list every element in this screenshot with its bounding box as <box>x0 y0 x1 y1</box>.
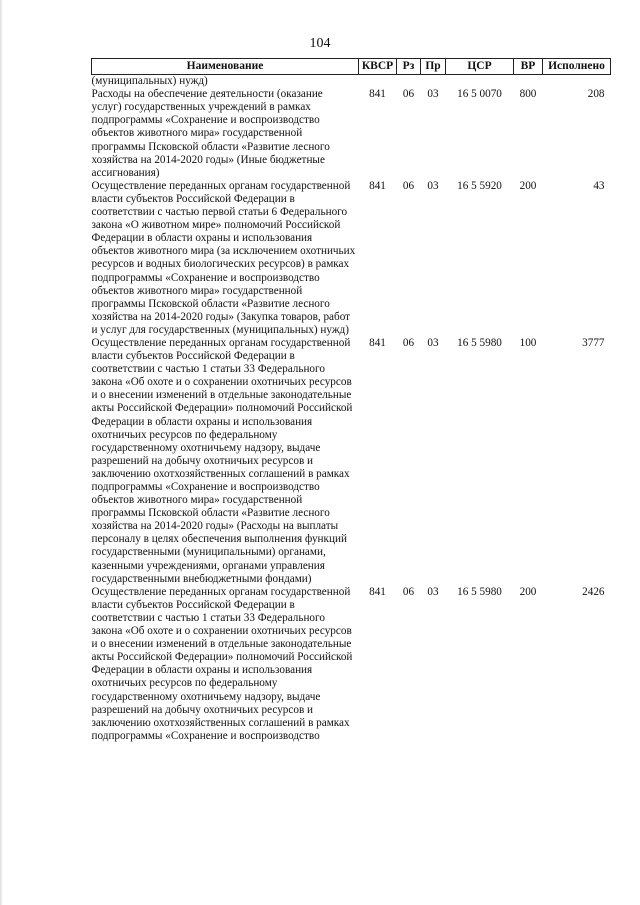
header-pr: Пр <box>421 59 446 75</box>
row-kvsr: 841 <box>369 179 386 192</box>
header-name: Наименование <box>92 59 359 75</box>
row-rz: 06 <box>402 585 415 598</box>
row-pr: 03 <box>427 336 439 349</box>
row-kvsr: 841 <box>369 336 386 349</box>
row-name: Осуществление переданных органам государственной власти субъектов Российской Федерации в соответствии с частью 1 статьи 33 Федерального закона «Об охоте и о сохранении охотничьих ресурсов и о внесении изменений в отдельные законодательные акты Российской Федерации» полномочий Российской Федерации в области охраны и использования охотничьих ресурсов по федеральному государственному охотничьему надзору, выдаче разрешений на добычу охотничьих ресурсов и заключению охотхозяйственных соглашений в рамках подпрограммы «Сохранение и воспроизводство объектов животного мира» государственной программы Псковской области «Развитие лесного хозяйства на 2014-2020 годы» (Расходы на выплаты персоналу в целях обеспечения выполнения функций государственными (муниципальными) органами, казенными учреждениями, органами управления государственными внебюджетными фондами) <box>91 336 353 585</box>
row-pr: 03 <box>427 585 439 598</box>
header-done: Исполнено <box>543 59 611 75</box>
header-rz: Рз <box>397 59 421 75</box>
table-row <box>92 337 611 586</box>
row-pr: 03 <box>427 88 439 101</box>
row-vr: 200 <box>519 179 537 192</box>
row-pr: 03 <box>427 179 439 192</box>
header-csr: ЦСР <box>446 59 514 75</box>
row-done: 2426 <box>582 585 605 598</box>
row-done: 43 <box>593 179 605 192</box>
row-vr: 800 <box>519 88 537 101</box>
table-row <box>92 88 611 180</box>
row-csr: 16 5 5980 <box>457 336 502 349</box>
row-rz: 06 <box>402 179 415 192</box>
row-done: 3777 <box>582 336 605 349</box>
row-csr: 16 5 0070 <box>457 88 502 101</box>
header-vr: ВР <box>514 59 543 75</box>
row-name: Осуществление переданных органам государственной власти субъектов Российской Федерации в соответствии с частью первой статьи 6 Федерального закона «О животном мире» полномочий Российской Федерации в области охраны и использования объектов животного мира (за исключением охотничьих ресурсов и водных биологических ресурсов) в рамках подпрограммы «Сохранение и воспроизводство объектов животного мира» государственной программы Псковской области «Развитие лесного хозяйства на 2014-2020 годы» (Закупка товаров, работ и услуг для государственных (муниципальных) нужд) <box>91 179 356 336</box>
row-csr: 16 5 5920 <box>457 179 502 192</box>
row-kvsr: 841 <box>369 585 386 598</box>
scan-edge <box>0 0 3 905</box>
row-kvsr: 841 <box>369 88 386 101</box>
row-vr: 200 <box>519 585 537 598</box>
table-row <box>92 180 611 337</box>
row-vr: 100 <box>519 336 537 349</box>
table-header-row <box>92 59 611 75</box>
header-kvsr: КВСР <box>359 59 397 75</box>
row-done: 208 <box>587 88 605 101</box>
continuation-text: (муниципальных) нужд) <box>91 75 208 88</box>
row-rz: 06 <box>402 88 415 101</box>
table-row <box>92 586 611 743</box>
row-csr: 16 5 5980 <box>457 585 502 598</box>
row-rz: 06 <box>402 336 415 349</box>
row-name: Расходы на обеспечение деятельности (оказание услуг) государственных учреждений в рамках подпрограммы «Сохранение и воспроизводство объектов животного мира» государственной программы Псковской области «Развитие лесного хозяйства на 2014-2020 годы» (Иные бюджетные ассигнования) <box>91 88 330 179</box>
page-number: 104 <box>309 36 331 51</box>
table-row-continuation <box>92 75 611 89</box>
budget-table <box>91 58 611 743</box>
row-name: Осуществление переданных органам государственной власти субъектов Российской Федерации в соответствии с частью 1 статьи 33 Федерального закона «Об охоте и о сохранении охотничьих ресурсов и о внесении изменений в отдельные законодательные акты Российской Федерации» полномочий Российской Федерации в области охраны и использования охотничьих ресурсов по федеральному государственному охотничьему надзору, выдаче разрешений на добычу охотничьих ресурсов и заключению охотхозяйственных соглашений в рамках подпрограммы «Сохранение и воспроизводство <box>91 585 353 742</box>
